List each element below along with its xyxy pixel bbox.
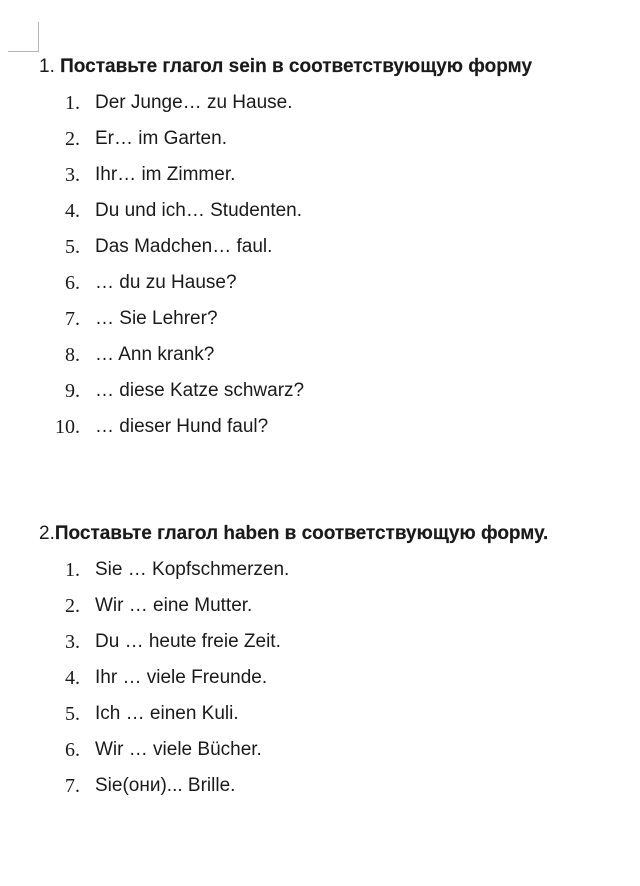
exercise-1-list (0, 90, 640, 450)
item-text: Er… im Garten. (95, 128, 227, 149)
item-text: … du zu Hause? (95, 272, 237, 293)
list-item (0, 773, 640, 809)
item-text: Sie … Kopfschmerzen. (95, 559, 290, 580)
exercise-1-number: 1. (39, 56, 55, 77)
list-item (0, 270, 640, 306)
item-text: Ich … einen Kuli. (95, 703, 239, 724)
list-item (0, 90, 640, 126)
exercise-1-heading (0, 54, 640, 80)
exercise-2-title: Поставьте глагол haben в соответствующую форму. (54, 523, 549, 544)
item-text: Du und ich… Studenten. (95, 200, 303, 221)
item-text: Du … heute freie Zeit. (95, 631, 281, 652)
item-number: 5. (65, 236, 80, 258)
list-item (0, 234, 640, 270)
item-number: 6. (65, 739, 80, 761)
item-number: 5. (65, 703, 80, 725)
item-text: … Ann krank? (95, 344, 215, 365)
item-text: Sie(они)... Brille. (95, 775, 236, 796)
list-item (0, 198, 640, 234)
item-number: 3. (65, 631, 80, 653)
item-number: 4. (65, 200, 80, 222)
item-text: Ihr… im Zimmer. (95, 164, 236, 185)
item-number: 8. (65, 344, 80, 366)
list-item (0, 665, 640, 701)
list-item (0, 557, 640, 593)
list-item (0, 342, 640, 378)
page-margin-corner-mark (8, 22, 39, 52)
item-number: 4. (65, 667, 80, 689)
item-number: 10. (55, 416, 80, 438)
list-item (0, 701, 640, 737)
item-text: Ihr … viele Freunde. (95, 667, 268, 688)
list-item (0, 737, 640, 773)
item-number: 7. (65, 775, 80, 797)
exercise-2 (0, 521, 640, 809)
list-item (0, 306, 640, 342)
item-text: … dieser Hund faul? (95, 416, 269, 437)
item-text: Das Madchen… faul. (95, 236, 273, 257)
list-item (0, 629, 640, 665)
list-item (0, 378, 640, 414)
item-number: 2. (65, 128, 80, 150)
item-text: Der Junge… zu Hause. (95, 92, 293, 113)
exercise-1 (0, 54, 640, 450)
item-text: Wir … viele Bücher. (95, 739, 262, 760)
list-item (0, 414, 640, 450)
list-item (0, 126, 640, 162)
item-number: 2. (65, 595, 80, 617)
item-number: 6. (65, 272, 80, 294)
item-text: Wir … eine Mutter. (95, 595, 253, 616)
exercise-2-number: 2. (39, 523, 55, 544)
exercise-1-title: Поставьте глагол sein в соответствующую форму (60, 56, 533, 77)
item-text: … Sie Lehrer? (95, 308, 218, 329)
exercise-2-heading (0, 521, 640, 547)
item-number: 1. (65, 92, 80, 114)
item-number: 9. (65, 380, 80, 402)
item-number: 7. (65, 308, 80, 330)
item-number: 3. (65, 164, 80, 186)
exercise-2-list (0, 557, 640, 809)
list-item (0, 162, 640, 198)
item-number: 1. (65, 559, 80, 581)
item-text: … diese Katze schwarz? (95, 380, 305, 401)
list-item (0, 593, 640, 629)
